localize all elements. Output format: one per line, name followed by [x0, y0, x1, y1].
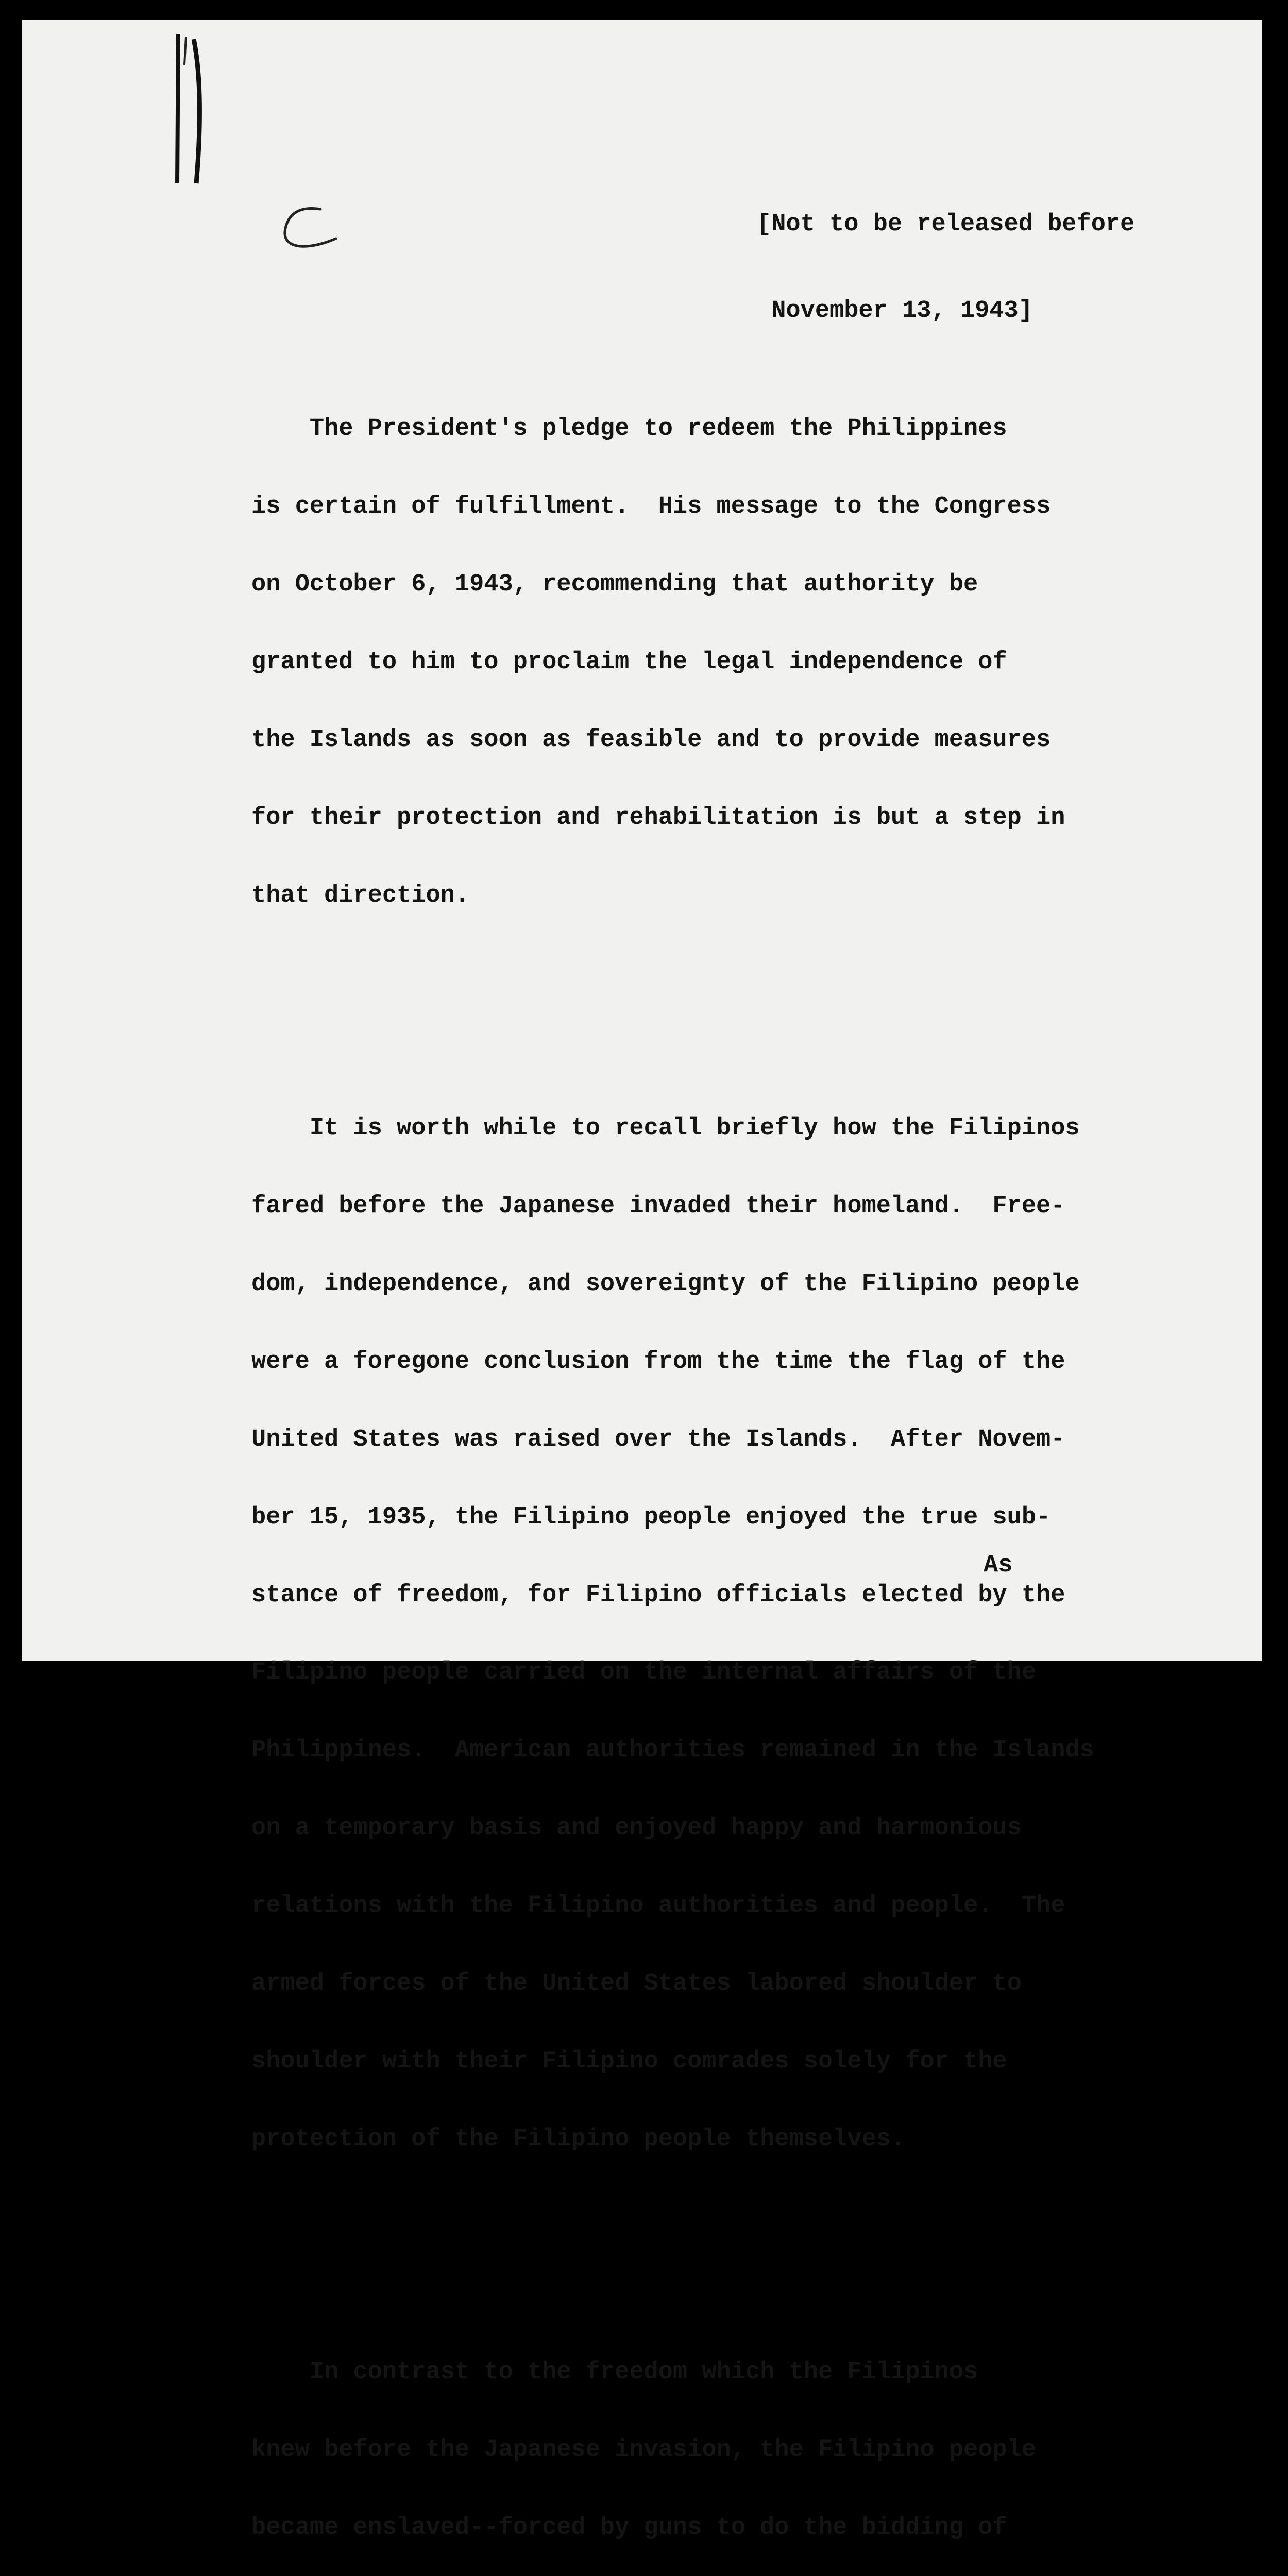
text-line: Philippines. American authorities remained in the Islands: [251, 1737, 1094, 1765]
release-note-line: November 13, 1943]: [757, 297, 1033, 325]
text-line: ber 15, 1935, the Filipino people enjoyed the true sub-: [251, 1503, 1051, 1531]
paragraph-in-contrast: [251, 2308, 1230, 2576]
text-line: on October 6, 1943, recommending that authority be: [251, 571, 978, 599]
paragraph-before-invasion: [251, 1064, 1230, 2205]
text-line: protection of the Filipino people themselves.: [251, 2125, 906, 2153]
text-line: shoulder with their Filipino comrades solely for the: [251, 2047, 1007, 2075]
page-catchword: As: [984, 1552, 1013, 1579]
text-line: armed forces of the United States labored shoulder to: [251, 1970, 1022, 1997]
document-body: [251, 287, 1230, 2576]
text-line: that direction.: [251, 882, 470, 909]
text-line: relations with the Filipino authorities and people. The: [251, 1892, 1065, 1920]
handwritten-c-mark: [259, 200, 346, 257]
text-line: granted to him to proclaim the legal independence of: [251, 649, 1007, 676]
text-line: It is worth while to recall briefly how the Filipinos: [251, 1115, 1080, 1143]
paper-clip-mark: [158, 29, 214, 199]
paragraph-presidents-pledge: [251, 365, 1230, 961]
text-line: were a foregone conclusion from the time the flag of the: [251, 1348, 1065, 1376]
document-page: [22, 20, 1262, 2541]
text-line: is certain of fulfillment. His message to the Congress: [251, 493, 1051, 521]
text-line: Filipino people carried on the internal affairs of the: [251, 1659, 1037, 1687]
text-line: The President's pledge to redeem the Philippines: [251, 415, 1007, 443]
text-line: knew before the Japanese invasion, the Filipino people: [251, 2436, 1037, 2464]
text-line: stance of freedom, for Filipino officials elected by the: [251, 1581, 1065, 1609]
text-line: fared before the Japanese invaded their homeland. Free-: [251, 1193, 1065, 1221]
text-line: United States was raised over the Islands. After Novem-: [251, 1426, 1065, 1453]
text-line: on a temporary basis and enjoyed happy and harmonious: [251, 1815, 1022, 1842]
text-line: became enslaved--forced by guns to do the bidding of: [251, 2514, 1007, 2541]
text-line: In contrast to the freedom which the Filipinos: [251, 2359, 978, 2386]
text-line: the Islands as soon as feasible and to provide measures: [251, 726, 1051, 754]
text-line: dom, independence, and sovereignty of the Filipino people: [251, 1270, 1080, 1298]
text-line: for their protection and rehabilitation is but a step in: [251, 804, 1065, 832]
release-note-line: [Not to be released before: [757, 211, 1135, 238]
